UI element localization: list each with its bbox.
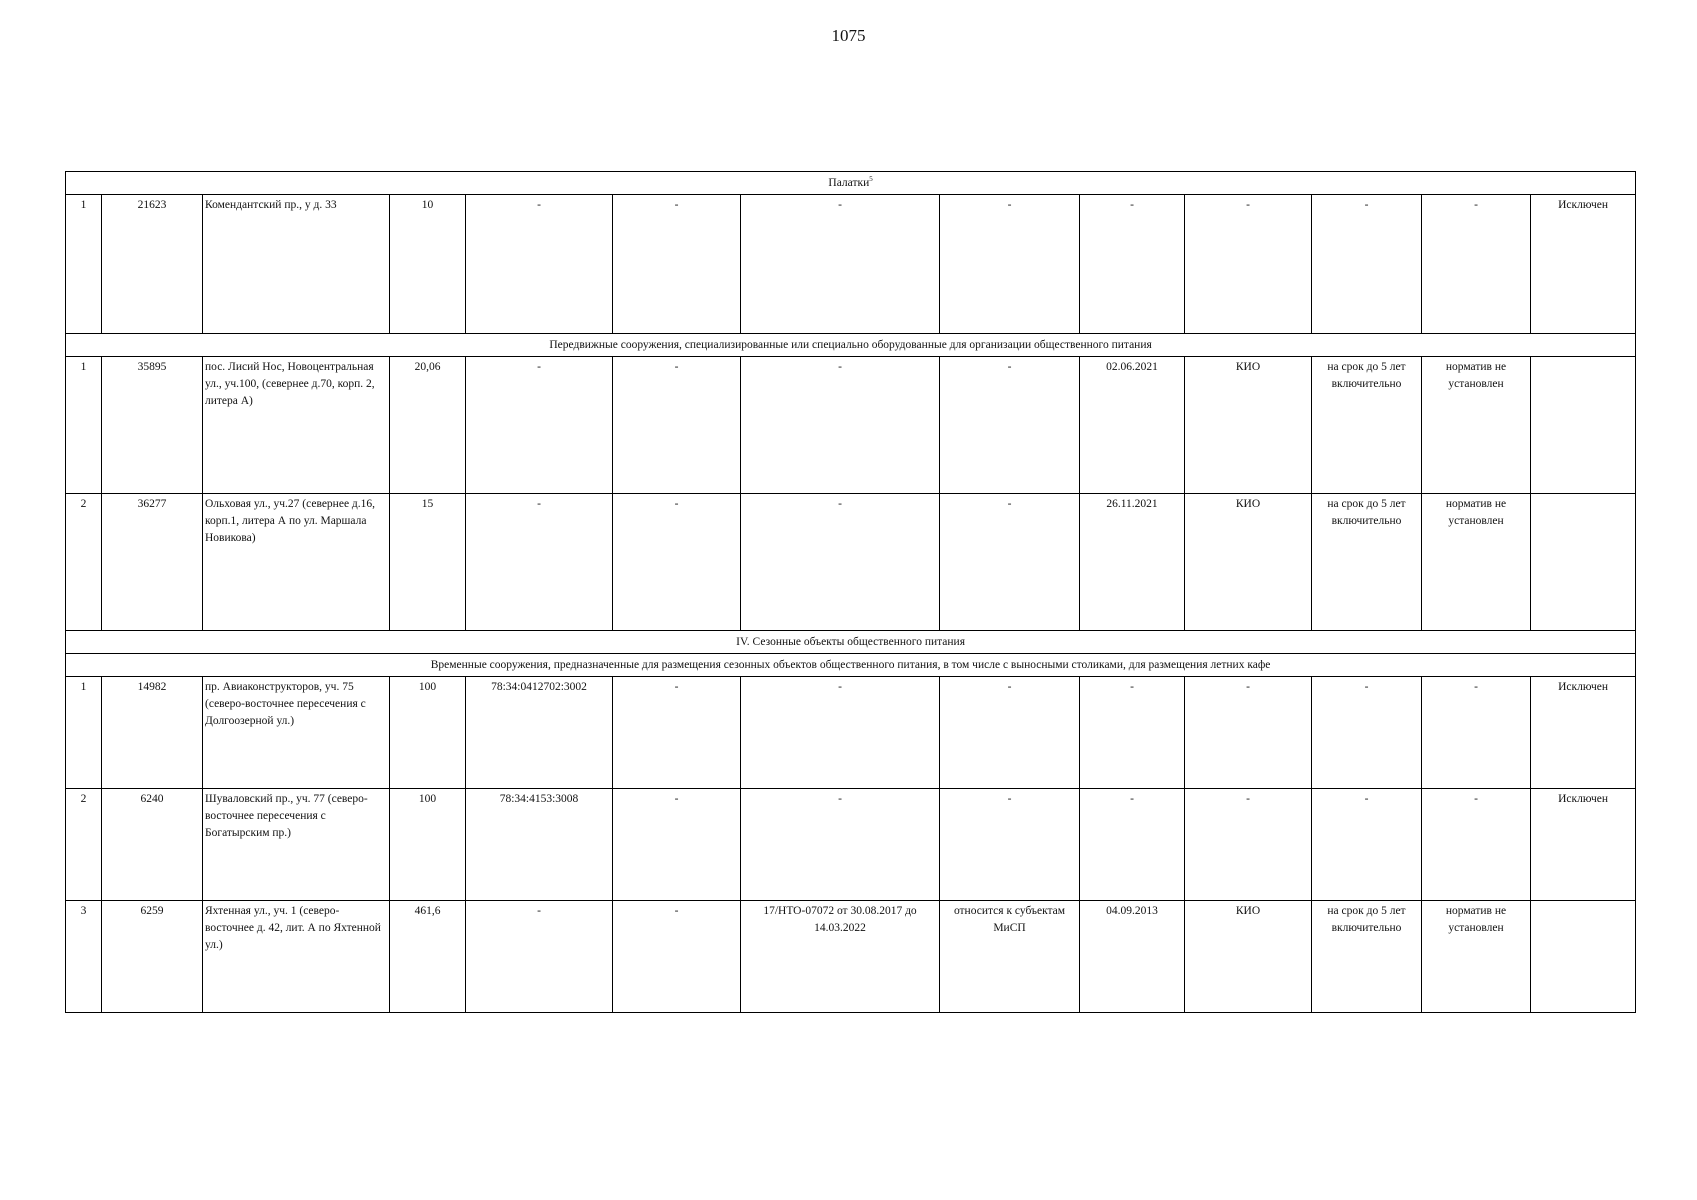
cell: - bbox=[613, 789, 741, 901]
cadastral-number: 78:34:4153:3008 bbox=[466, 789, 613, 901]
term: - bbox=[1312, 789, 1422, 901]
term: на срок до 5 лет включительно bbox=[1312, 494, 1422, 631]
business-category: - bbox=[940, 677, 1080, 789]
business-category: - bbox=[940, 357, 1080, 494]
area: 10 bbox=[390, 195, 466, 334]
authority: - bbox=[1185, 677, 1312, 789]
business-category: - bbox=[940, 494, 1080, 631]
table-row bbox=[66, 494, 1636, 631]
cadastral-number: 78:34:0412702:3002 bbox=[466, 677, 613, 789]
inclusion-date: - bbox=[1080, 195, 1185, 334]
row-number: 1 bbox=[66, 677, 102, 789]
business-category: - bbox=[940, 195, 1080, 334]
section-header-row bbox=[66, 631, 1636, 654]
cell: - bbox=[613, 195, 741, 334]
cadastral-number: - bbox=[466, 494, 613, 631]
cadastral-number: - bbox=[466, 357, 613, 494]
table-row bbox=[66, 901, 1636, 1013]
cell: - bbox=[613, 494, 741, 631]
authority: КИО bbox=[1185, 357, 1312, 494]
standard: норматив не установлен bbox=[1422, 357, 1531, 494]
inclusion-date: 02.06.2021 bbox=[1080, 357, 1185, 494]
section-header-row bbox=[66, 172, 1636, 195]
contract: - bbox=[741, 195, 940, 334]
area: 461,6 bbox=[390, 901, 466, 1013]
area: 15 bbox=[390, 494, 466, 631]
table-row bbox=[66, 195, 1636, 334]
cell: - bbox=[613, 677, 741, 789]
business-category: - bbox=[940, 789, 1080, 901]
term: на срок до 5 лет включительно bbox=[1312, 357, 1422, 494]
cadastral-number: - bbox=[466, 901, 613, 1013]
status bbox=[1531, 901, 1636, 1013]
standard: норматив не установлен bbox=[1422, 901, 1531, 1013]
section-title: IV. Сезонные объекты общественного питания bbox=[66, 631, 1636, 654]
standard: - bbox=[1422, 195, 1531, 334]
address: Ольховая ул., уч.27 (севернее д.16, корп.1, литера А по ул. Маршала Новикова) bbox=[203, 494, 390, 631]
section-header-row bbox=[66, 654, 1636, 677]
area: 20,06 bbox=[390, 357, 466, 494]
authority: КИО bbox=[1185, 901, 1312, 1013]
section-title: Палатки$^5$ bbox=[66, 172, 1636, 195]
inclusion-date: - bbox=[1080, 789, 1185, 901]
contract: - bbox=[741, 789, 940, 901]
standard: - bbox=[1422, 789, 1531, 901]
section-title: Временные сооружения, предназначенные для размещения сезонных объектов общественного питания, в том числе с выносными столиками, для размещения летних кафе bbox=[66, 654, 1636, 677]
term: на срок до 5 лет включительно bbox=[1312, 901, 1422, 1013]
address: Яхтенная ул., уч. 1 (северо-восточнее д. 42, лит. А по Яхтенной ул.) bbox=[203, 901, 390, 1013]
address: пр. Авиаконструкторов, уч. 75 (северо-восточнее пересечения с Долгоозерной ул.) bbox=[203, 677, 390, 789]
object-id: 21623 bbox=[102, 195, 203, 334]
registry-table bbox=[65, 171, 1636, 1013]
row-number: 1 bbox=[66, 195, 102, 334]
authority: КИО bbox=[1185, 494, 1312, 631]
row-number: 2 bbox=[66, 789, 102, 901]
section-header-row bbox=[66, 334, 1636, 357]
address: Комендантский пр., у д. 33 bbox=[203, 195, 390, 334]
status bbox=[1531, 494, 1636, 631]
table-row bbox=[66, 677, 1636, 789]
contract: - bbox=[741, 494, 940, 631]
row-number: 3 bbox=[66, 901, 102, 1013]
status: Исключен bbox=[1531, 789, 1636, 901]
cadastral-number: - bbox=[466, 195, 613, 334]
standard: норматив не установлен bbox=[1422, 494, 1531, 631]
object-id: 14982 bbox=[102, 677, 203, 789]
term: - bbox=[1312, 677, 1422, 789]
cell: - bbox=[613, 357, 741, 494]
authority: - bbox=[1185, 789, 1312, 901]
inclusion-date: - bbox=[1080, 677, 1185, 789]
row-number: 1 bbox=[66, 357, 102, 494]
page-number: 1075 bbox=[831, 26, 866, 45]
row-number: 2 bbox=[66, 494, 102, 631]
address: пос. Лисий Нос, Новоцентральная ул., уч.100, (севернее д.70, корп. 2, литера А) bbox=[203, 357, 390, 494]
contract: - bbox=[741, 677, 940, 789]
authority: - bbox=[1185, 195, 1312, 334]
status: Исключен bbox=[1531, 195, 1636, 334]
status: Исключен bbox=[1531, 677, 1636, 789]
table-row bbox=[66, 789, 1636, 901]
area: 100 bbox=[390, 677, 466, 789]
contract: - bbox=[741, 357, 940, 494]
address: Шуваловский пр., уч. 77 (северо-восточнее пересечения с Богатырским пр.) bbox=[203, 789, 390, 901]
contract: 17/НТО-07072 от 30.08.2017 до 14.03.2022 bbox=[741, 901, 940, 1013]
cell: - bbox=[613, 901, 741, 1013]
business-category: относится к субъектам МиСП bbox=[940, 901, 1080, 1013]
standard: - bbox=[1422, 677, 1531, 789]
inclusion-date: 04.09.2013 bbox=[1080, 901, 1185, 1013]
object-id: 35895 bbox=[102, 357, 203, 494]
area: 100 bbox=[390, 789, 466, 901]
table-row bbox=[66, 357, 1636, 494]
section-title: Передвижные сооружения, специализированные или специально оборудованные для организации общественного питания bbox=[66, 334, 1636, 357]
object-id: 6259 bbox=[102, 901, 203, 1013]
term: - bbox=[1312, 195, 1422, 334]
object-id: 6240 bbox=[102, 789, 203, 901]
object-id: 36277 bbox=[102, 494, 203, 631]
status bbox=[1531, 357, 1636, 494]
inclusion-date: 26.11.2021 bbox=[1080, 494, 1185, 631]
